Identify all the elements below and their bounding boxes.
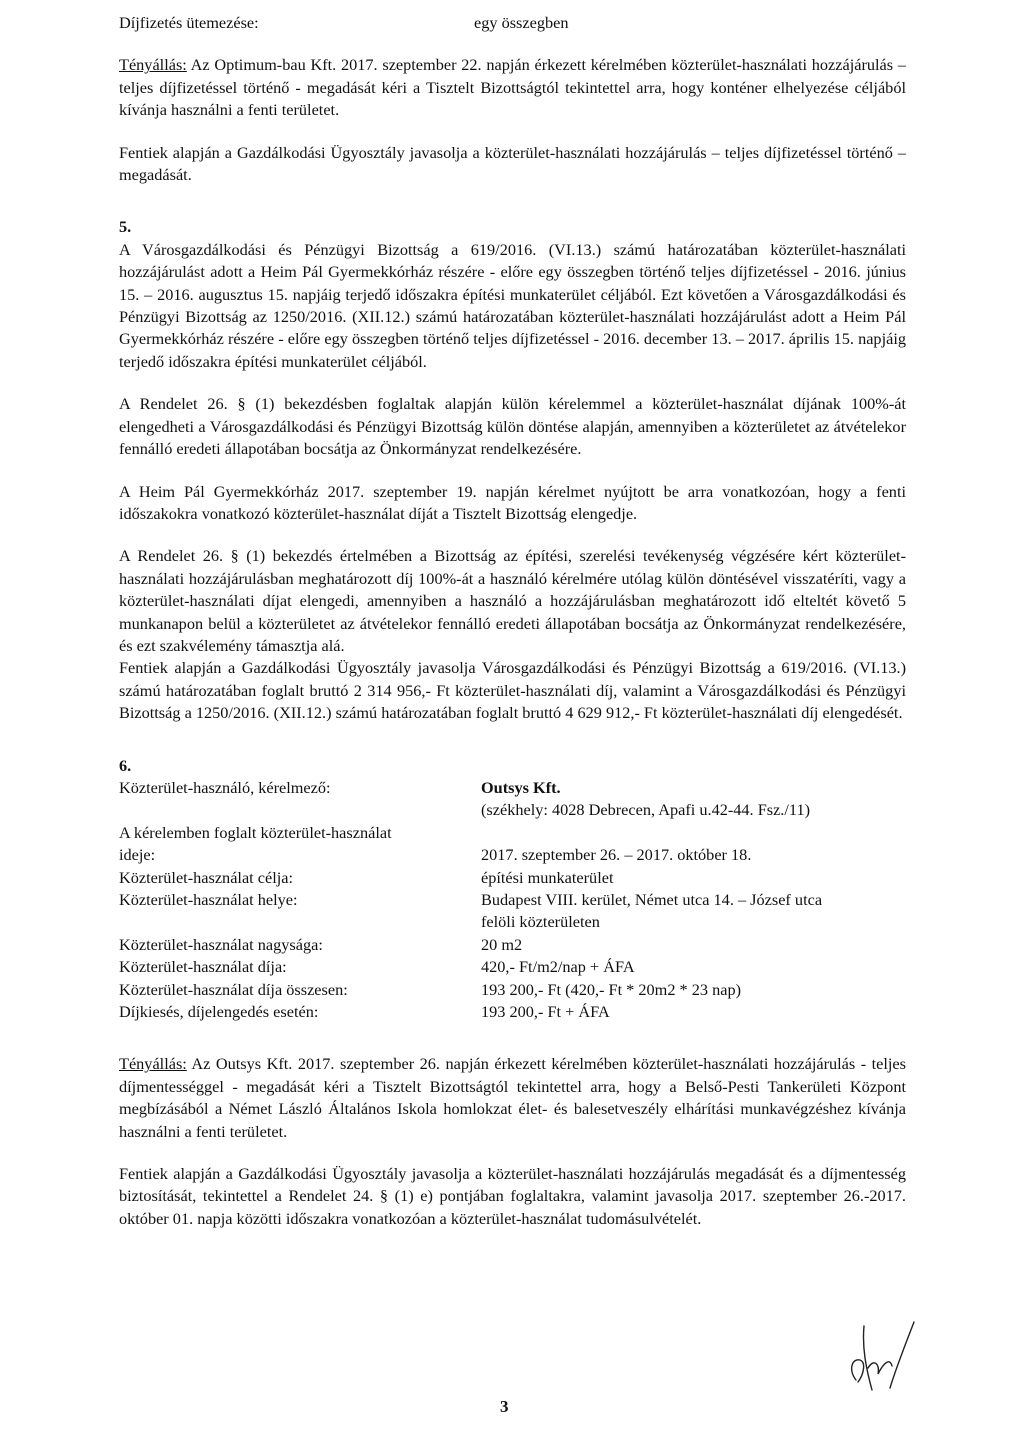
section-5-paragraph-1: A Városgazdálkodási és Pénzügyi Bizottság a 619/2016. (VI.13.) számú határozatában közterület-használati hozzájárulást adott a Heim Pál Gyermekkórház részére - előre egy összegben történő teljes díjfizetéssel - 2016. június 15. – 2016. augusztus 15. napjáig terjedő időszakra építési munkaterület céljából. Ezt követően a Városgazdálkodási és Pénzügyi Bizottság az 1250/2016. (XII.12.) számú határozatában közterület-használati hozzájárulást adott a Heim Pál Gyermekkórház részére - előre egy összegben történő teljes díjfizetéssel - 2016. december 13. – 2017. április 15. napjáig terjedő időszakra építési munkaterület céljából.	[119, 239, 906, 371]
period-value: 2017. szeptember 26. – 2017. október 18.	[481, 845, 752, 865]
section-5-number: 5.	[119, 217, 132, 237]
section-6-details	[119, 777, 906, 1023]
place-label: Közterület-használat helye:	[119, 890, 298, 909]
handwritten-signature-icon	[838, 1318, 918, 1398]
payment-schedule-row	[119, 12, 906, 34]
purpose-row	[119, 867, 906, 889]
section-5-paragraph-5: Fentiek alapján a Gazdálkodási Ügyosztály javasolja Városgazdálkodási és Pénzügyi Bizottság a 619/2016. (VI.13.) számú határozatában foglalt bruttó 2 314 956,- Ft közterület-használati díj, valamint a Városgazdálkodási és Pénzügyi Bizottság a 1250/2016. (XII.12.) számú határozatában foglalt bruttó 4 629 912,- Ft közterület-használati díj elengedését.	[119, 658, 906, 723]
loss-row	[119, 1001, 906, 1023]
page-number: 3	[500, 1397, 509, 1416]
period-label-line-2: ideje:	[119, 845, 156, 865]
fee-label: Közterület-használat díja:	[119, 957, 287, 977]
size-value: 20 m2	[481, 934, 523, 954]
section-5-paragraph-3: A Heim Pál Gyermekkórház 2017. szeptember 19. napján kérelmet nyújtott be arra vonatkozóan, hogy a fenti időszakokra vonatkozó közterület-használat díját a Tisztelt Bizottság elengedje.	[119, 481, 906, 523]
facts-heading-outsys: Tényállás:	[119, 1054, 187, 1074]
period-label	[119, 822, 481, 867]
applicant-name: Outsys Kft.	[481, 777, 561, 797]
applicant-label: Közterület-használó, kérelmező:	[119, 777, 331, 797]
loss-label: Díjkiesés, díjelengedés esetén:	[119, 1002, 319, 1022]
facts-heading: Tényállás:	[119, 55, 187, 75]
purpose-value: építési munkaterület	[481, 867, 614, 887]
payment-schedule-label: Díjfizetés ütemezése:	[119, 13, 259, 32]
total-row	[119, 979, 906, 1001]
document-page	[119, 12, 906, 1230]
payment-schedule-value: egy összegben	[474, 13, 569, 32]
applicant-seat: (székhely: 4028 Debrecen, Apafi u.42-44. Fsz./11)	[481, 800, 811, 820]
fee-value: 420,- Ft/m2/nap + ÁFA	[481, 957, 635, 977]
applicant-row	[119, 777, 906, 822]
loss-value: 193 200,- Ft + ÁFA	[481, 1002, 610, 1022]
section-5-paragraph-4: A Rendelet 26. § (1) bekezdés értelmében a Bizottság az építési, szerelési tevékenység végzésére kért közterület-használati hozzájárulásban meghatározott díj 100%-át a használó kérelmére utólag külön döntésével visszatéríti, vagy a közterület-használati díjat elengedi, amennyiben a használó a hozzájárulásban meghatározott idő elteltét követő 5 munkanapon belül a közterületet az átvételekor fennálló eredeti állapotában bocsátja az Önkormányzat rendelkezésére, és ezt szakvélemény támasztja alá.	[119, 546, 906, 655]
fee-row	[119, 956, 906, 978]
place-value-line-2: felöli közterületen	[481, 912, 600, 932]
proposal-paragraph-optimum: Fentiek alapján a Gazdálkodási Ügyosztály javasolja a közterület-használati hozzájárulás – teljes díjfizetéssel történő – megadását.	[119, 142, 906, 185]
place-value-line-1: Budapest VIII. kerület, Német utca 14. – József utca	[481, 890, 823, 909]
section-5-paragraph-2: A Rendelet 26. § (1) bekezdésben foglaltak alapján külön kérelemmel a közterület-használat díjának 100%-át elengedheti a Városgazdálkodási és Pénzügyi Bizottság külön döntése alapján, amennyiben a közterületet az átvételekor fennálló eredeti állapotában bocsátja az Önkormányzat rendelkezésére.	[119, 394, 906, 459]
period-row	[119, 822, 906, 867]
size-row	[119, 934, 906, 956]
period-label-line-1: A kérelemben foglalt közterület-használat	[119, 822, 392, 842]
place-row	[119, 889, 906, 934]
facts-paragraph-optimum	[119, 54, 906, 121]
purpose-label: Közterület-használat célja:	[119, 867, 294, 887]
total-label: Közterület-használat díja összesen:	[119, 979, 348, 999]
facts-text-outsys: Az Outsys Kft. 2017. szeptember 26. napján érkezett kérelmében közterület-használati hozzájárulás - teljes díjmentességgel - megadását kéri a Tisztelt Bizottságtól tekintettel arra, hogy a Belső-Pesti Tankerületi Központ megbízásából a Német László Általános Iskola homlokzat élet- és balesetveszély elhárítási munkavégzéshez kívánja használni a fenti területet.	[119, 1054, 906, 1141]
facts-text: Az Optimum-bau Kft. 2017. szeptember 22. napján érkezett kérelmében közterület-használati hozzájárulás – teljes díjfizetéssel történő - megadását kéri a Tisztelt Bizottságtól tekintettel arra, hogy konténer elhelyezése céljából kívánja használni a fenti területet.	[119, 55, 906, 120]
facts-paragraph-outsys	[119, 1053, 906, 1143]
section-6-number: 6.	[119, 755, 132, 775]
proposal-paragraph-outsys: Fentiek alapján a Gazdálkodási Ügyosztály javasolja a közterület-használati hozzájárulás megadását és a díjmentesség biztosítását, tekintettel a Rendelet 24. § (1) e) pontjában foglaltakra, valamint javasolja 2017. szeptember 26.-2017. október 01. napja közötti időszakra vonatkozóan a közterület-használat tudomásulvételét.	[119, 1164, 906, 1228]
total-value: 193 200,- Ft (420,- Ft * 20m2 * 23 nap)	[481, 979, 742, 999]
size-label: Közterület-használat nagysága:	[119, 934, 323, 954]
